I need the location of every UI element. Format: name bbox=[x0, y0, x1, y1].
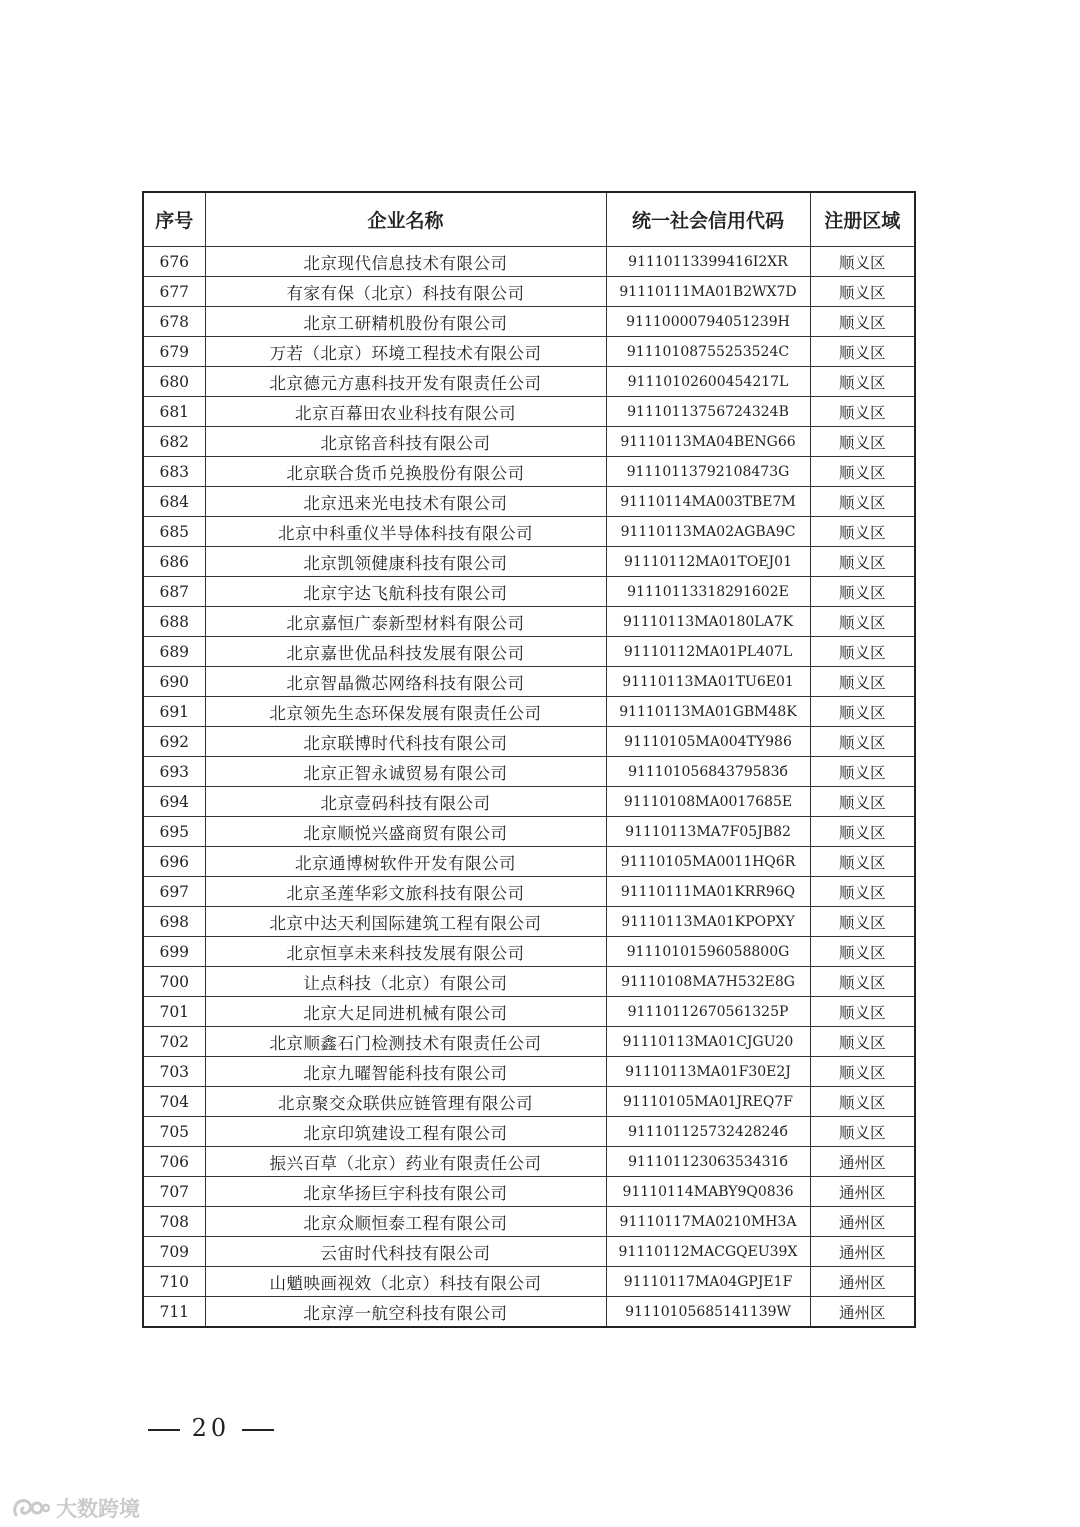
cell-company-name: 北京恒享未来科技发展有限公司 bbox=[205, 937, 606, 967]
cell-serial: 707 bbox=[143, 1177, 205, 1207]
header-region: 注册区域 bbox=[810, 192, 915, 247]
cell-company-name: 有家有保（北京）科技有限公司 bbox=[205, 277, 606, 307]
table-row bbox=[143, 457, 915, 487]
cell-company-name: 北京中达天利国际建筑工程有限公司 bbox=[205, 907, 606, 937]
cell-region: 顺义区 bbox=[810, 817, 915, 847]
cell-credit-code: 91110114MA003TBE7M bbox=[606, 487, 810, 517]
cell-credit-code: 91110111MA01KRR96Q bbox=[606, 877, 810, 907]
cell-company-name: 北京中科重仪半导体科技有限公司 bbox=[205, 517, 606, 547]
cell-serial: 682 bbox=[143, 427, 205, 457]
cell-credit-code: 91110112670561325P bbox=[606, 997, 810, 1027]
cell-region: 通州区 bbox=[810, 1147, 915, 1177]
cell-serial: 696 bbox=[143, 847, 205, 877]
cell-serial: 699 bbox=[143, 937, 205, 967]
cell-credit-code: 91110000794051239H bbox=[606, 307, 810, 337]
cell-region: 通州区 bbox=[810, 1267, 915, 1297]
cell-serial: 690 bbox=[143, 667, 205, 697]
table-row bbox=[143, 877, 915, 907]
table-row bbox=[143, 727, 915, 757]
table-row bbox=[143, 847, 915, 877]
cell-region: 顺义区 bbox=[810, 757, 915, 787]
cell-region: 顺义区 bbox=[810, 337, 915, 367]
cell-company-name: 让点科技（北京）有限公司 bbox=[205, 967, 606, 997]
cell-serial: 708 bbox=[143, 1207, 205, 1237]
table-row bbox=[143, 607, 915, 637]
cell-company-name: 北京顺悦兴盛商贸有限公司 bbox=[205, 817, 606, 847]
cell-region: 顺义区 bbox=[810, 427, 915, 457]
cell-serial: 694 bbox=[143, 787, 205, 817]
cell-credit-code: 91110108755253524C bbox=[606, 337, 810, 367]
cell-region: 顺义区 bbox=[810, 1117, 915, 1147]
table-row bbox=[143, 1027, 915, 1057]
cell-serial: 676 bbox=[143, 247, 205, 277]
cell-company-name: 北京众顺恒泰工程有限公司 bbox=[205, 1207, 606, 1237]
cell-company-name: 北京正智永诚贸易有限公司 bbox=[205, 757, 606, 787]
cell-region: 顺义区 bbox=[810, 577, 915, 607]
table-row bbox=[143, 967, 915, 997]
cell-serial: 706 bbox=[143, 1147, 205, 1177]
cell-credit-code: 91110111MA01B2WX7D bbox=[606, 277, 810, 307]
table-row bbox=[143, 757, 915, 787]
dash-right bbox=[242, 1429, 274, 1431]
cell-serial: 695 bbox=[143, 817, 205, 847]
cell-credit-code: 91110112306353431б bbox=[606, 1147, 810, 1177]
cell-region: 顺义区 bbox=[810, 847, 915, 877]
cell-region: 顺义区 bbox=[810, 607, 915, 637]
table-row bbox=[143, 577, 915, 607]
cell-serial: 680 bbox=[143, 367, 205, 397]
table-row bbox=[143, 997, 915, 1027]
page-number-value: 20 bbox=[191, 1414, 231, 1442]
cell-credit-code: 91110102600454217L bbox=[606, 367, 810, 397]
cell-region: 顺义区 bbox=[810, 967, 915, 997]
cell-credit-code: 91110112573242824б bbox=[606, 1117, 810, 1147]
cell-serial: 703 bbox=[143, 1057, 205, 1087]
cell-region: 顺义区 bbox=[810, 1087, 915, 1117]
table-row bbox=[143, 547, 915, 577]
table-row bbox=[143, 817, 915, 847]
cell-serial: 693 bbox=[143, 757, 205, 787]
cell-credit-code: 91110113756724324B bbox=[606, 397, 810, 427]
cell-company-name: 北京百幕田农业科技有限公司 bbox=[205, 397, 606, 427]
cell-company-name: 云宙时代科技有限公司 bbox=[205, 1237, 606, 1267]
table-row bbox=[143, 517, 915, 547]
cell-company-name: 北京宇达飞航科技有限公司 bbox=[205, 577, 606, 607]
table-row bbox=[143, 1297, 915, 1328]
cell-region: 顺义区 bbox=[810, 937, 915, 967]
cell-serial: 702 bbox=[143, 1027, 205, 1057]
cell-credit-code: 91110108MA0017685E bbox=[606, 787, 810, 817]
cell-region: 顺义区 bbox=[810, 1027, 915, 1057]
cell-company-name: 北京聚交众联供应链管理有限公司 bbox=[205, 1087, 606, 1117]
cell-credit-code: 91110113MA01GBM48K bbox=[606, 697, 810, 727]
cell-company-name: 北京德元方惠科技开发有限责任公司 bbox=[205, 367, 606, 397]
table-row bbox=[143, 367, 915, 397]
cell-region: 顺义区 bbox=[810, 697, 915, 727]
cell-company-name: 北京迅来光电技术有限公司 bbox=[205, 487, 606, 517]
cell-company-name: 万若（北京）环境工程技术有限公司 bbox=[205, 337, 606, 367]
dash-left bbox=[148, 1429, 180, 1431]
table-row bbox=[143, 937, 915, 967]
cell-serial: 683 bbox=[143, 457, 205, 487]
table-row bbox=[143, 637, 915, 667]
cell-credit-code: 91110105MA0011HQ6R bbox=[606, 847, 810, 877]
cell-company-name: 北京华扬巨宇科技有限公司 bbox=[205, 1177, 606, 1207]
cell-serial: 688 bbox=[143, 607, 205, 637]
cell-company-name: 北京印筑建设工程有限公司 bbox=[205, 1117, 606, 1147]
table-row bbox=[143, 1237, 915, 1267]
cell-company-name: 北京联博时代科技有限公司 bbox=[205, 727, 606, 757]
cell-region: 通州区 bbox=[810, 1297, 915, 1328]
header-company-name: 企业名称 bbox=[205, 192, 606, 247]
cell-region: 通州区 bbox=[810, 1237, 915, 1267]
cell-serial: 678 bbox=[143, 307, 205, 337]
cell-credit-code: 91110113MA01CJGU20 bbox=[606, 1027, 810, 1057]
cell-credit-code: 91110113MA04BENG66 bbox=[606, 427, 810, 457]
cell-serial: 681 bbox=[143, 397, 205, 427]
cell-region: 顺义区 bbox=[810, 637, 915, 667]
cell-serial: 677 bbox=[143, 277, 205, 307]
cell-company-name: 北京联合货币兑换股份有限公司 bbox=[205, 457, 606, 487]
table-row bbox=[143, 487, 915, 517]
cell-region: 顺义区 bbox=[810, 787, 915, 817]
cell-company-name: 北京工研精机股份有限公司 bbox=[205, 307, 606, 337]
cell-region: 顺义区 bbox=[810, 367, 915, 397]
table-row bbox=[143, 697, 915, 727]
cell-credit-code: 91110113MA01KPOPXY bbox=[606, 907, 810, 937]
page-number bbox=[148, 1414, 274, 1442]
table-row bbox=[143, 787, 915, 817]
cell-company-name: 北京九曜智能科技有限公司 bbox=[205, 1057, 606, 1087]
cell-serial: 689 bbox=[143, 637, 205, 667]
cell-region: 顺义区 bbox=[810, 1057, 915, 1087]
cell-serial: 686 bbox=[143, 547, 205, 577]
cell-credit-code: 91110112MA01TOEJ01 bbox=[606, 547, 810, 577]
cell-region: 通州区 bbox=[810, 1207, 915, 1237]
cell-company-name: 振兴百草（北京）药业有限责任公司 bbox=[205, 1147, 606, 1177]
cell-region: 顺义区 bbox=[810, 247, 915, 277]
cell-credit-code: 91110113792108473G bbox=[606, 457, 810, 487]
cell-credit-code: 91110113318291602E bbox=[606, 577, 810, 607]
cell-company-name: 北京现代信息技术有限公司 bbox=[205, 247, 606, 277]
cell-serial: 705 bbox=[143, 1117, 205, 1147]
cell-credit-code: 91110114MABY9Q0836 bbox=[606, 1177, 810, 1207]
cell-credit-code: 91110112MA01PL407L bbox=[606, 637, 810, 667]
cell-region: 通州区 bbox=[810, 1177, 915, 1207]
cell-company-name: 北京铭音科技有限公司 bbox=[205, 427, 606, 457]
table-row bbox=[143, 307, 915, 337]
cell-credit-code: 91110113MA01F30E2J bbox=[606, 1057, 810, 1087]
cell-credit-code: 91110108MA7H532E8G bbox=[606, 967, 810, 997]
cell-region: 顺义区 bbox=[810, 307, 915, 337]
table-row bbox=[143, 1117, 915, 1147]
cell-credit-code: 91110105MA01JREQ7F bbox=[606, 1087, 810, 1117]
cell-credit-code: 91110112MACGQEU39X bbox=[606, 1237, 810, 1267]
table-row bbox=[143, 337, 915, 367]
cell-serial: 685 bbox=[143, 517, 205, 547]
cell-credit-code: 91110113MA7F05JB82 bbox=[606, 817, 810, 847]
watermark-text: 大数跨境 bbox=[56, 1497, 140, 1521]
table-header-row bbox=[143, 192, 915, 247]
table-row bbox=[143, 907, 915, 937]
cell-region: 顺义区 bbox=[810, 277, 915, 307]
cell-serial: 698 bbox=[143, 907, 205, 937]
cell-serial: 684 bbox=[143, 487, 205, 517]
cell-serial: 700 bbox=[143, 967, 205, 997]
cell-serial: 679 bbox=[143, 337, 205, 367]
table-row bbox=[143, 1087, 915, 1117]
cell-credit-code: 91110113MA0180LA7K bbox=[606, 607, 810, 637]
table-row bbox=[143, 1177, 915, 1207]
cell-region: 顺义区 bbox=[810, 547, 915, 577]
cell-region: 顺义区 bbox=[810, 907, 915, 937]
cell-company-name: 北京嘉世优品科技发展有限公司 bbox=[205, 637, 606, 667]
table-row bbox=[143, 1267, 915, 1297]
table-row bbox=[143, 247, 915, 277]
cell-serial: 697 bbox=[143, 877, 205, 907]
cell-region: 顺义区 bbox=[810, 517, 915, 547]
cell-company-name: 北京壹码科技有限公司 bbox=[205, 787, 606, 817]
cell-company-name: 北京大足同进机械有限公司 bbox=[205, 997, 606, 1027]
cell-credit-code: 91110101596058800G bbox=[606, 937, 810, 967]
cell-credit-code: 91110105685141139W bbox=[606, 1297, 810, 1328]
watermark-logo-icon bbox=[10, 1495, 50, 1521]
cell-company-name: 北京凯领健康科技有限公司 bbox=[205, 547, 606, 577]
cell-company-name: 北京嘉恒广泰新型材料有限公司 bbox=[205, 607, 606, 637]
cell-credit-code: 91110117MA0210MH3A bbox=[606, 1207, 810, 1237]
table-row bbox=[143, 667, 915, 697]
table-row bbox=[143, 1147, 915, 1177]
cell-company-name: 北京圣莲华彩文旅科技有限公司 bbox=[205, 877, 606, 907]
cell-credit-code: 91110105684379583б bbox=[606, 757, 810, 787]
cell-credit-code: 91110105MA004TY986 bbox=[606, 727, 810, 757]
table-row bbox=[143, 1207, 915, 1237]
cell-region: 顺义区 bbox=[810, 457, 915, 487]
cell-company-name: 北京淳一航空科技有限公司 bbox=[205, 1297, 606, 1328]
cell-company-name: 山魈映画视效（北京）科技有限公司 bbox=[205, 1267, 606, 1297]
header-credit-code: 统一社会信用代码 bbox=[606, 192, 810, 247]
cell-serial: 710 bbox=[143, 1267, 205, 1297]
header-serial: 序号 bbox=[143, 192, 205, 247]
watermark bbox=[10, 1493, 140, 1523]
cell-company-name: 北京通博树软件开发有限公司 bbox=[205, 847, 606, 877]
cell-credit-code: 91110117MA04GPJE1F bbox=[606, 1267, 810, 1297]
cell-region: 顺义区 bbox=[810, 997, 915, 1027]
table-row bbox=[143, 277, 915, 307]
cell-serial: 711 bbox=[143, 1297, 205, 1328]
cell-region: 顺义区 bbox=[810, 487, 915, 517]
enterprise-table bbox=[142, 191, 916, 1328]
table-row bbox=[143, 397, 915, 427]
table-row bbox=[143, 1057, 915, 1087]
cell-serial: 709 bbox=[143, 1237, 205, 1267]
cell-credit-code: 91110113MA02AGBA9C bbox=[606, 517, 810, 547]
cell-serial: 692 bbox=[143, 727, 205, 757]
table-row bbox=[143, 427, 915, 457]
cell-company-name: 北京顺鑫石门检测技术有限责任公司 bbox=[205, 1027, 606, 1057]
cell-region: 顺义区 bbox=[810, 877, 915, 907]
cell-company-name: 北京领先生态环保发展有限责任公司 bbox=[205, 697, 606, 727]
cell-company-name: 北京智晶微芯网络科技有限公司 bbox=[205, 667, 606, 697]
cell-credit-code: 91110113399416I2XR bbox=[606, 247, 810, 277]
cell-serial: 701 bbox=[143, 997, 205, 1027]
cell-region: 顺义区 bbox=[810, 667, 915, 697]
cell-serial: 704 bbox=[143, 1087, 205, 1117]
cell-serial: 687 bbox=[143, 577, 205, 607]
cell-region: 顺义区 bbox=[810, 727, 915, 757]
table-body bbox=[143, 247, 915, 1328]
cell-serial: 691 bbox=[143, 697, 205, 727]
cell-credit-code: 91110113MA01TU6E01 bbox=[606, 667, 810, 697]
cell-region: 顺义区 bbox=[810, 397, 915, 427]
